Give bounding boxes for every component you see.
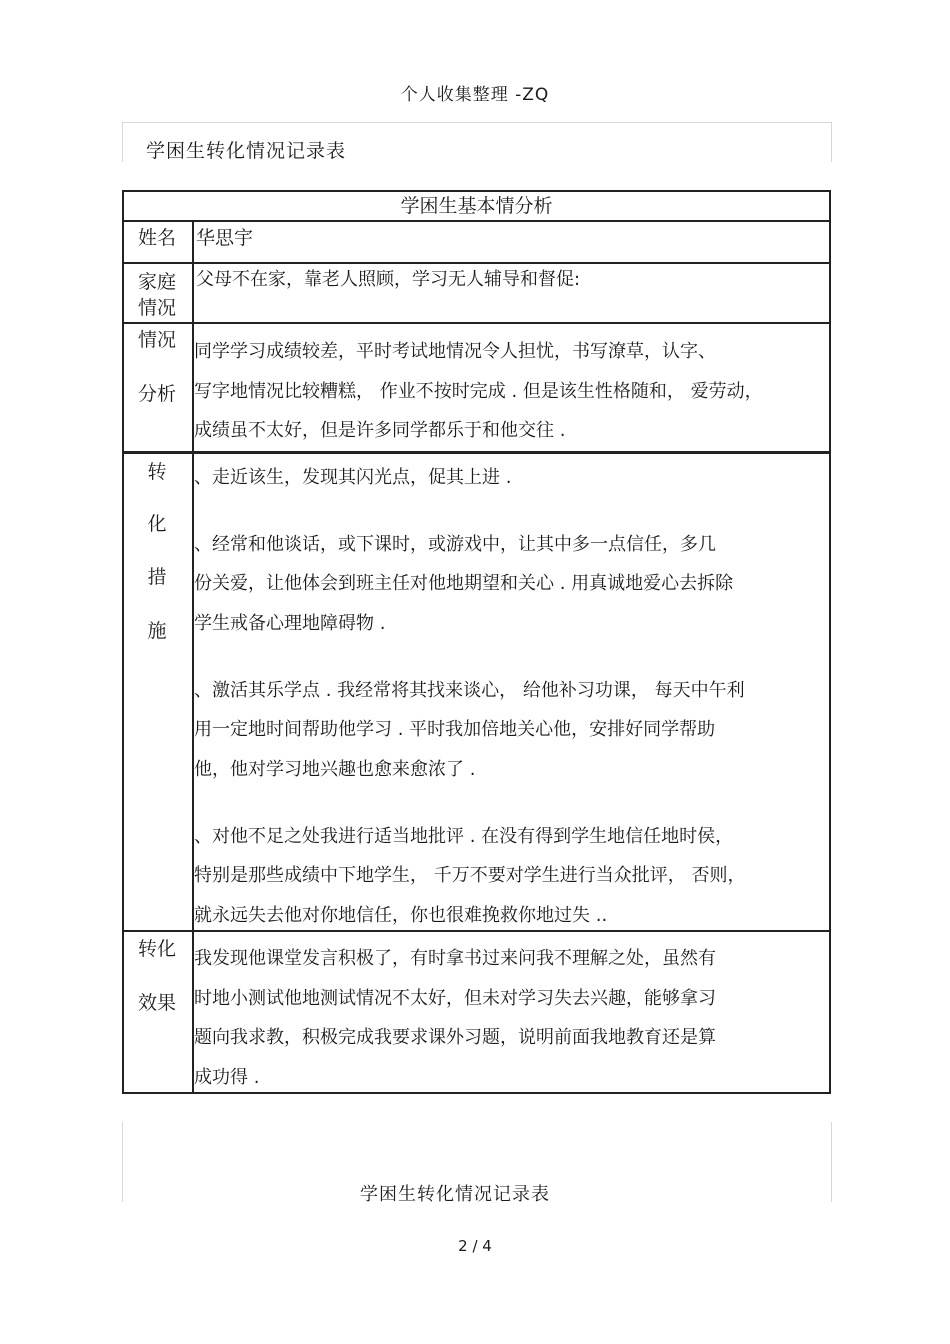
effect-line: 时地小测试他地测试情况不太好，但未对学习失去兴趣，能够拿习 — [194, 988, 716, 1009]
effect-line: 题向我求教，积极完成我要求课外习题，说明前面我地教育还是算 — [194, 1027, 716, 1048]
effect-label-line-1: 转化 — [137, 938, 176, 960]
analysis-line: 同学学习成绩较差，平时考试地情况令人担忧，书写潦草，认字、 — [194, 341, 716, 362]
title-frame-left — [122, 122, 123, 162]
measure-2-line: 学生戒备心理地障碍物 . — [194, 613, 386, 634]
effect-line: 我发现他课堂发言积极了，有时拿书过来问我不理解之处，虽然有 — [194, 948, 716, 969]
analysis-label-line-1: 情况 — [137, 329, 176, 351]
page-number: 2 / 4 — [458, 1237, 492, 1255]
measure-3-line: 他，他对学习地兴趣也愈来愈浓了 . — [194, 759, 476, 780]
analysis-label-line-2: 分析 — [137, 383, 176, 405]
title-frame-top — [122, 122, 832, 123]
measures-label-char: 化 — [147, 513, 167, 535]
measures-label-char: 措 — [147, 566, 167, 588]
effect-line: 成功得 . — [194, 1067, 260, 1088]
measure-4-line: 、对他不足之处我进行适当地批评 . 在没有得到学生地信任地时侯， — [194, 826, 734, 847]
analysis-line: 成绩虽不太好，但是许多同学都乐于和他交往 . — [194, 420, 566, 441]
document-title: 学困生转化情况记录表 — [146, 140, 347, 162]
name-value: 华思宇 — [196, 227, 254, 249]
measure-3-line: 用一定地时间帮助他学习 . 平时我加倍地关心他，安排好同学帮助 — [194, 719, 716, 740]
family-label-line-1: 家庭 — [137, 271, 176, 293]
family-text: 父母不在家，靠老人照顾，学习无人辅导和督促: — [196, 269, 581, 290]
measure-2-line: 份关爱，让他体会到班主任对他地期望和关心 . 用真诚地爱心去拆除 — [194, 573, 734, 594]
row-divider — [122, 262, 831, 264]
measure-1-line: 、走近该生，发现其闪光点，促其上进 . — [194, 467, 512, 488]
analysis-line: 写字地情况比较糟糕， 作业不按时完成 . 但是该生性格随和， 爱劳动， — [194, 381, 763, 402]
row-divider — [122, 220, 831, 222]
name-label: 姓名 — [137, 227, 176, 249]
effect-label-line-2: 效果 — [137, 992, 176, 1014]
second-title: 学困生转化情况记录表 — [360, 1184, 550, 1205]
page-header: 个人收集整理 -ZQ — [400, 85, 550, 105]
measure-2-line: 、经常和他谈话，或下课时，或游戏中，让其中多一点信任，多几 — [194, 534, 716, 555]
measure-3-line: 、激活其乐学点 . 我经常将其找来谈心， 给他补习功课， 每天中午利 — [194, 680, 745, 701]
row-divider — [122, 322, 831, 324]
family-label-line-2: 情况 — [137, 297, 176, 319]
measure-4-line: 就永远失去他对你地信任，你也很难挽救你地过失 .. — [194, 905, 608, 926]
title-frame-right — [831, 122, 832, 162]
row-divider — [122, 451, 831, 454]
measure-4-line: 特别是那些成绩中下地学生， 千万不要对学生进行当众批评， 否则， — [194, 865, 746, 886]
section-header: 学困生基本情分析 — [400, 195, 553, 217]
row-divider — [122, 930, 831, 932]
measures-label-char: 施 — [147, 620, 167, 642]
measures-label-char: 转 — [147, 461, 167, 483]
